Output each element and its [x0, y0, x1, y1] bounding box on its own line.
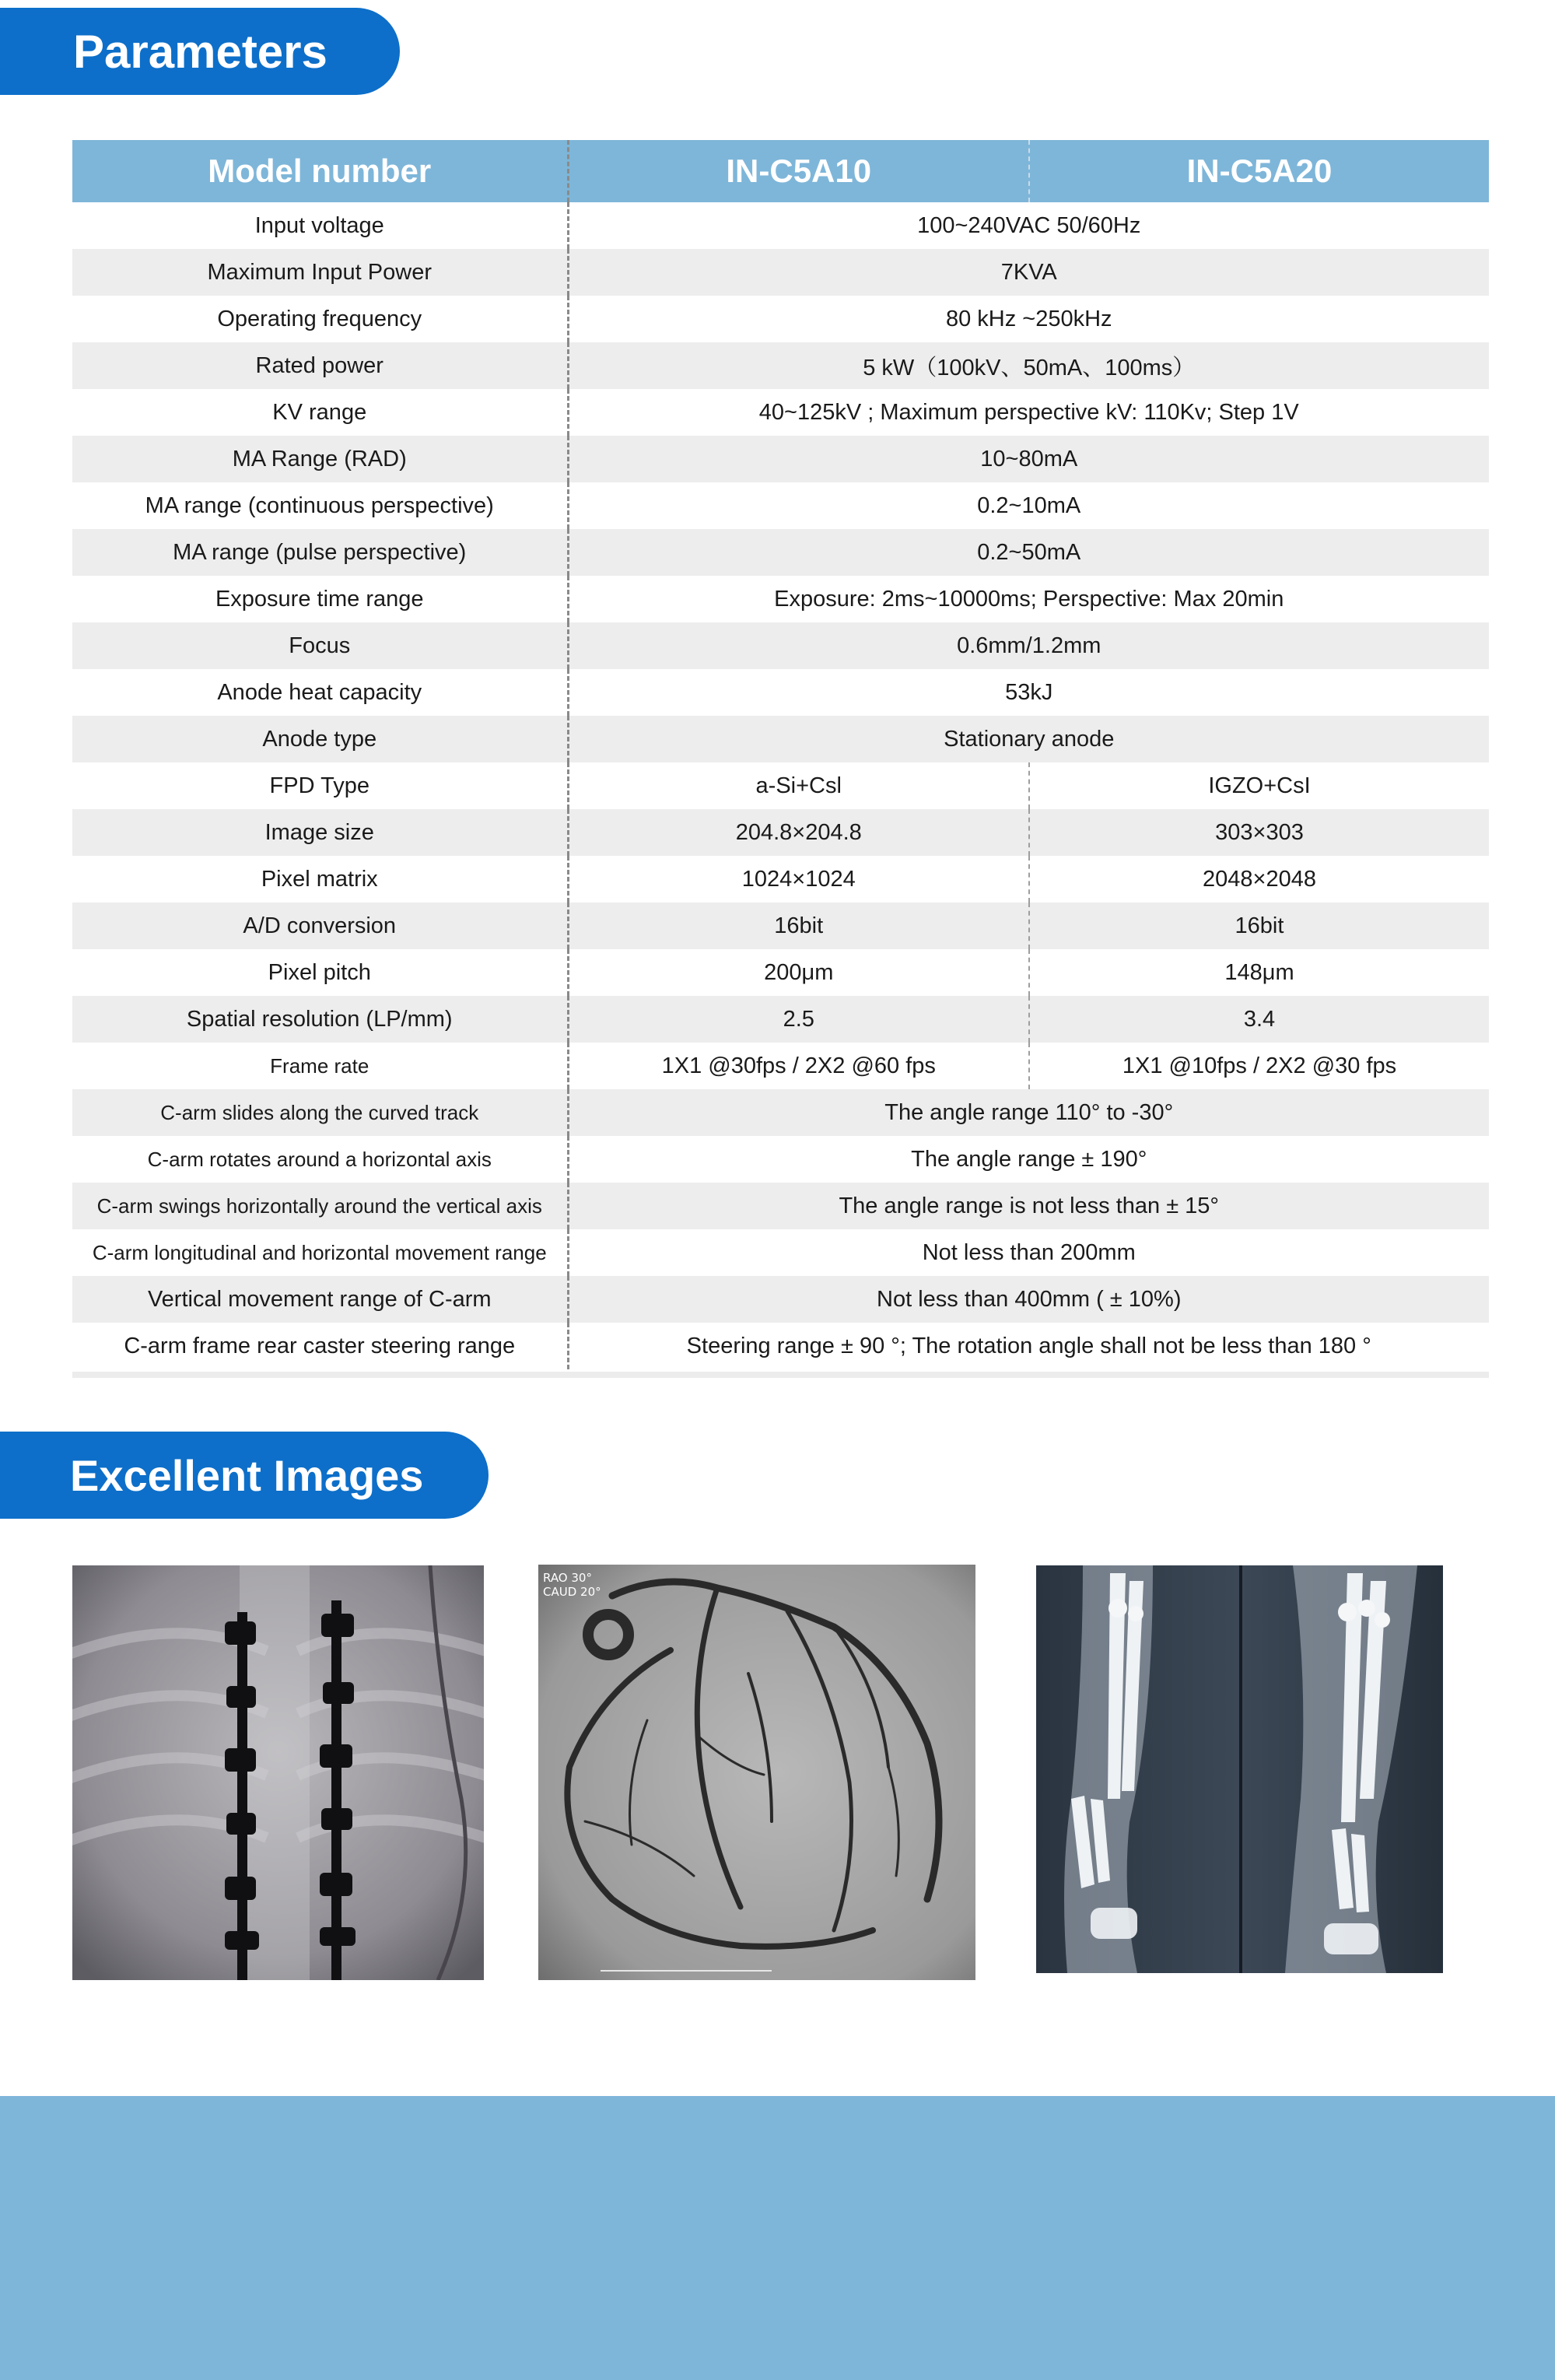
row-label: A/D conversion	[72, 903, 568, 949]
row-value-in-c5a20: 148μm	[1224, 959, 1294, 985]
angio-overlay-line-2: CAUD 20°	[543, 1585, 601, 1599]
row-value-in-c5a20: 16bit	[1029, 903, 1489, 949]
table-row	[72, 342, 1489, 389]
row-value: 0.2~10mA	[977, 492, 1081, 518]
table-bottom-rule	[72, 1372, 1489, 1378]
row-value: 53kJ	[1005, 679, 1053, 705]
table-row	[72, 949, 1489, 996]
row-value: 100~240VAC 50/60Hz	[917, 212, 1141, 238]
table-row	[72, 249, 1489, 296]
images-section-title	[0, 1432, 489, 1519]
row-value-in-c5a10: 1024×1024	[568, 856, 1029, 903]
row-label: MA range (continuous perspective)	[72, 482, 568, 529]
table-row	[72, 669, 1489, 716]
row-value-in-c5a10: 204.8×204.8	[568, 809, 1029, 856]
row-value: 0.2~50mA	[568, 529, 1489, 576]
table-row	[72, 716, 1489, 762]
header-model-number: Model number	[72, 140, 568, 202]
table-row	[72, 809, 1489, 856]
table-header-row	[72, 140, 1489, 202]
xray-forearm-image	[1036, 1565, 1443, 1973]
row-label: Spatial resolution (LP/mm)	[72, 996, 568, 1043]
row-value-in-c5a10: 16bit	[568, 903, 1029, 949]
table-row	[72, 1323, 1489, 1369]
row-label: C-arm rotates around a horizontal axis	[72, 1136, 568, 1183]
images-title-text: Excellent Images	[70, 1450, 424, 1500]
parameters-section-title	[0, 8, 400, 95]
row-value: Steering range ± 90 °; The rotation angle shall not be less than 180 °	[686, 1333, 1371, 1358]
angiography-image	[538, 1565, 975, 1980]
table-row	[72, 903, 1489, 949]
row-label: Vertical movement range of C-arm	[72, 1276, 568, 1323]
row-value: 0.6mm/1.2mm	[568, 622, 1489, 669]
table-row	[72, 622, 1489, 669]
table-row	[72, 1089, 1489, 1136]
table-row	[72, 1136, 1489, 1183]
table-row	[72, 1276, 1489, 1323]
row-value: Stationary anode	[568, 716, 1489, 762]
table-row	[72, 296, 1489, 342]
row-value: 40~125kV ; Maximum perspective kV: 110Kv; Step 1V	[758, 399, 1299, 425]
row-label: Frame rate	[72, 1043, 568, 1089]
row-label: MA range (pulse perspective)	[72, 529, 568, 576]
row-label: Pixel pitch	[72, 949, 568, 996]
row-value: The angle range 110° to -30°	[568, 1089, 1489, 1136]
angio-overlay-line-1: RAO 30°	[543, 1571, 592, 1585]
row-value: Not less than 200mm	[922, 1239, 1136, 1265]
table-row	[72, 1043, 1489, 1089]
row-label: Maximum Input Power	[72, 249, 568, 296]
table-row	[72, 482, 1489, 529]
row-value: 5 kW（100kV、50mA、100ms）	[568, 342, 1489, 389]
row-label: KV range	[72, 389, 568, 436]
row-label: C-arm slides along the curved track	[72, 1089, 568, 1136]
row-label: Rated power	[72, 342, 568, 389]
row-value-in-c5a10: 200μm	[568, 949, 1029, 996]
table-row	[72, 389, 1489, 436]
xray-spine-image	[72, 1565, 484, 1980]
table-row	[72, 762, 1489, 809]
row-label: Pixel matrix	[72, 856, 568, 903]
row-label: Exposure time range	[72, 576, 568, 622]
row-value: The angle range ± 190°	[911, 1146, 1147, 1172]
row-value: 7KVA	[568, 249, 1489, 296]
row-value-in-c5a20: 1X1 @10fps / 2X2 @30 fps	[1122, 1053, 1397, 1078]
row-label: C-arm frame rear caster steering range	[72, 1323, 568, 1369]
row-label: FPD Type	[72, 762, 568, 809]
table-row	[72, 436, 1489, 482]
header-model-in-c5a20: IN-C5A20	[1029, 140, 1489, 202]
row-value: The angle range is not less than ± 15°	[568, 1183, 1489, 1229]
row-value: Exposure: 2ms~10000ms; Perspective: Max 20min	[774, 586, 1284, 612]
footer-band	[0, 2096, 1555, 2380]
row-value-in-c5a10: 1X1 @30fps / 2X2 @60 fps	[568, 1043, 1029, 1089]
row-label: C-arm swings horizontally around the vertical axis	[72, 1183, 568, 1229]
row-label: Anode type	[72, 716, 568, 762]
row-value-in-c5a10: 2.5	[568, 996, 1029, 1043]
row-value-in-c5a20: IGZO+CsI	[1208, 773, 1311, 798]
row-value: 10~80mA	[568, 436, 1489, 482]
row-label: Image size	[72, 809, 568, 856]
row-value-in-c5a20: 3.4	[1029, 996, 1489, 1043]
row-value-in-c5a20: 2048×2048	[1203, 866, 1316, 892]
row-value-in-c5a10: a-Si+Csl	[568, 762, 1029, 809]
table-row	[72, 576, 1489, 622]
row-label: Focus	[72, 622, 568, 669]
parameters-title-text: Parameters	[73, 25, 327, 78]
row-value: 80 kHz ~250kHz	[945, 306, 1112, 331]
table-row	[72, 202, 1489, 249]
row-label: C-arm longitudinal and horizontal movement range	[72, 1229, 568, 1276]
table-row	[72, 856, 1489, 903]
parameters-table	[72, 140, 1489, 1369]
row-label: Input voltage	[72, 202, 568, 249]
row-label: MA Range (RAD)	[72, 436, 568, 482]
table-row	[72, 1229, 1489, 1276]
row-value: Not less than 400mm ( ± 10%)	[568, 1276, 1489, 1323]
table-row	[72, 529, 1489, 576]
header-model-in-c5a10: IN-C5A10	[568, 140, 1029, 202]
row-value-in-c5a20: 303×303	[1029, 809, 1489, 856]
table-row	[72, 1183, 1489, 1229]
row-label: Anode heat capacity	[72, 669, 568, 716]
table-row	[72, 996, 1489, 1043]
row-label: Operating frequency	[72, 296, 568, 342]
